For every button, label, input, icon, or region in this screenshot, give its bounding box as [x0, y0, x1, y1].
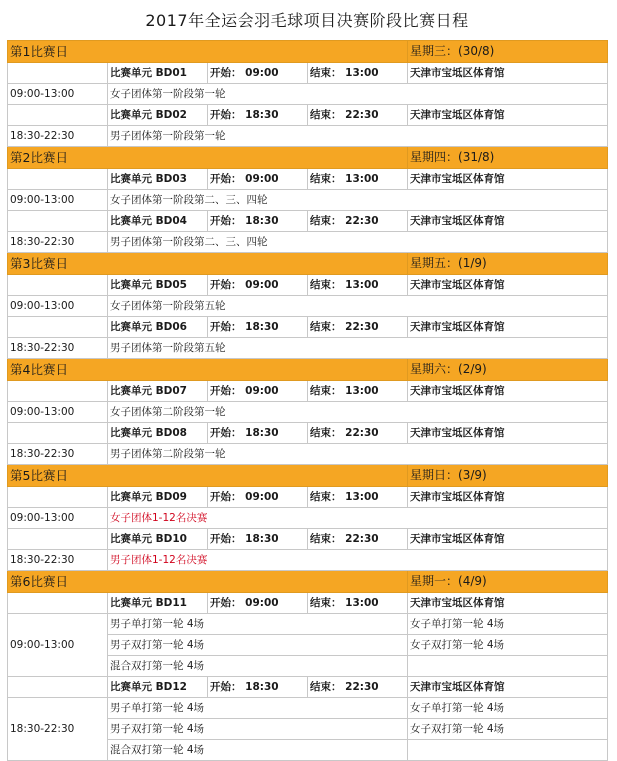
day-label: 第1比赛日: [8, 41, 408, 63]
start-time: 开始： 18:30: [208, 105, 308, 126]
event-row: [8, 84, 608, 105]
session-time: 18:30-22:30: [8, 444, 108, 465]
day-label: 第2比赛日: [8, 147, 408, 169]
session-row: [8, 317, 608, 338]
event-name: 男子单打第一轮 4场: [108, 614, 408, 635]
event-name: 混合双打第一轮 4场: [108, 740, 408, 761]
unit-code: 比赛单元 BD11: [108, 593, 208, 614]
session-time: 09:00-13:00: [8, 614, 108, 677]
unit-code: 比赛单元 BD04: [108, 211, 208, 232]
session-row: [8, 593, 608, 614]
start-time: 开始： 18:30: [208, 211, 308, 232]
start-time: 开始： 09:00: [208, 593, 308, 614]
session-time: 09:00-13:00: [8, 296, 108, 317]
event-row: [8, 402, 608, 423]
event-name: 女子团体1-12名决赛: [108, 508, 608, 529]
venue: 天津市宝坻区体育馆: [408, 317, 608, 338]
day-weekday: 星期三：(30/8): [408, 41, 608, 63]
event-row: [8, 698, 608, 719]
venue: 天津市宝坻区体育馆: [408, 423, 608, 444]
end-time: 结束： 13:00: [308, 487, 408, 508]
empty-cell: [8, 275, 108, 296]
event-name: 男子团体第一阶段第一轮: [108, 126, 608, 147]
session-row: [8, 105, 608, 126]
empty-cell: [8, 677, 108, 698]
session-time: 18:30-22:30: [8, 338, 108, 359]
start-time: 开始： 09:00: [208, 487, 308, 508]
session-row: [8, 63, 608, 84]
day-header-row: [8, 253, 608, 275]
event-row: [8, 232, 608, 253]
day-label: 第6比赛日: [8, 571, 408, 593]
venue: 天津市宝坻区体育馆: [408, 169, 608, 190]
session-row: [8, 529, 608, 550]
event-name: 男子团体第二阶段第一轮: [108, 444, 608, 465]
event-row: [8, 614, 608, 635]
day-header-row: [8, 41, 608, 63]
event-row: [8, 296, 608, 317]
unit-code: 比赛单元 BD02: [108, 105, 208, 126]
venue: 天津市宝坻区体育馆: [408, 63, 608, 84]
session-time: 18:30-22:30: [8, 232, 108, 253]
event-name: 男子双打第一轮 4场: [108, 635, 408, 656]
unit-code: 比赛单元 BD12: [108, 677, 208, 698]
day-label: 第4比赛日: [8, 359, 408, 381]
session-time: 18:30-22:30: [8, 550, 108, 571]
event-row: [8, 126, 608, 147]
day-weekday: 星期四：(31/8): [408, 147, 608, 169]
start-time: 开始： 18:30: [208, 317, 308, 338]
event-row: [8, 444, 608, 465]
venue: 天津市宝坻区体育馆: [408, 211, 608, 232]
empty-cell: [8, 529, 108, 550]
end-time: 结束： 13:00: [308, 275, 408, 296]
unit-code: 比赛单元 BD09: [108, 487, 208, 508]
event-name-right: [408, 656, 608, 677]
session-time: 09:00-13:00: [8, 84, 108, 105]
page-title: 2017年全运会羽毛球项目决赛阶段比赛日程: [145, 11, 469, 30]
session-row: [8, 275, 608, 296]
session-time: 09:00-13:00: [8, 190, 108, 211]
session-time: 09:00-13:00: [8, 402, 108, 423]
end-time: 结束： 22:30: [308, 317, 408, 338]
event-name-right: 女子单打第一轮 4场: [408, 698, 608, 719]
unit-code: 比赛单元 BD08: [108, 423, 208, 444]
event-name-right: 女子单打第一轮 4场: [408, 614, 608, 635]
session-row: [8, 487, 608, 508]
session-time: 18:30-22:30: [8, 126, 108, 147]
start-time: 开始： 18:30: [208, 423, 308, 444]
event-name: 混合双打第一轮 4场: [108, 656, 408, 677]
day-header-row: [8, 359, 608, 381]
day-label: 第3比赛日: [8, 253, 408, 275]
venue: 天津市宝坻区体育馆: [408, 275, 608, 296]
event-row: [8, 508, 608, 529]
event-name: 女子团体第一阶段第一轮: [108, 84, 608, 105]
event-name: 男子团体1-12名决赛: [108, 550, 608, 571]
start-time: 开始： 09:00: [208, 275, 308, 296]
session-row: [8, 211, 608, 232]
session-time: 09:00-13:00: [8, 508, 108, 529]
event-name-right: 女子双打第一轮 4场: [408, 635, 608, 656]
day-label: 第5比赛日: [8, 465, 408, 487]
day-header-row: [8, 465, 608, 487]
schedule-table: [7, 40, 608, 761]
venue: 天津市宝坻区体育馆: [408, 381, 608, 402]
event-row: [8, 550, 608, 571]
day-weekday: 星期六：(2/9): [408, 359, 608, 381]
end-time: 结束： 22:30: [308, 211, 408, 232]
end-time: 结束： 22:30: [308, 423, 408, 444]
event-name: 女子团体第一阶段第二、三、四轮: [108, 190, 608, 211]
day-weekday: 星期五：(1/9): [408, 253, 608, 275]
unit-code: 比赛单元 BD10: [108, 529, 208, 550]
end-time: 结束： 22:30: [308, 677, 408, 698]
empty-cell: [8, 169, 108, 190]
day-weekday: 星期日：(3/9): [408, 465, 608, 487]
session-row: [8, 169, 608, 190]
venue: 天津市宝坻区体育馆: [408, 677, 608, 698]
event-name-right: [408, 740, 608, 761]
day-header-row: [8, 571, 608, 593]
empty-cell: [8, 423, 108, 444]
event-row: [8, 338, 608, 359]
empty-cell: [8, 381, 108, 402]
session-row: [8, 677, 608, 698]
event-name: 男子单打第一轮 4场: [108, 698, 408, 719]
empty-cell: [8, 105, 108, 126]
start-time: 开始： 09:00: [208, 169, 308, 190]
start-time: 开始： 18:30: [208, 529, 308, 550]
event-name: 女子团体第二阶段第一轮: [108, 402, 608, 423]
session-row: [8, 381, 608, 402]
day-weekday: 星期一：(4/9): [408, 571, 608, 593]
event-name: 男子双打第一轮 4场: [108, 719, 408, 740]
end-time: 结束： 13:00: [308, 169, 408, 190]
empty-cell: [8, 317, 108, 338]
unit-code: 比赛单元 BD05: [108, 275, 208, 296]
end-time: 结束： 22:30: [308, 529, 408, 550]
event-row: [8, 190, 608, 211]
empty-cell: [8, 63, 108, 84]
unit-code: 比赛单元 BD03: [108, 169, 208, 190]
end-time: 结束： 13:00: [308, 381, 408, 402]
session-time: 18:30-22:30: [8, 698, 108, 761]
venue: 天津市宝坻区体育馆: [408, 105, 608, 126]
event-name-right: 女子双打第一轮 4场: [408, 719, 608, 740]
end-time: 结束： 13:00: [308, 593, 408, 614]
unit-code: 比赛单元 BD06: [108, 317, 208, 338]
event-name: 男子团体第一阶段第五轮: [108, 338, 608, 359]
empty-cell: [8, 211, 108, 232]
event-name: 女子团体第一阶段第五轮: [108, 296, 608, 317]
start-time: 开始： 09:00: [208, 63, 308, 84]
start-time: 开始： 18:30: [208, 677, 308, 698]
end-time: 结束： 22:30: [308, 105, 408, 126]
unit-code: 比赛单元 BD07: [108, 381, 208, 402]
session-row: [8, 423, 608, 444]
venue: 天津市宝坻区体育馆: [408, 593, 608, 614]
venue: 天津市宝坻区体育馆: [408, 487, 608, 508]
venue: 天津市宝坻区体育馆: [408, 529, 608, 550]
empty-cell: [8, 487, 108, 508]
unit-code: 比赛单元 BD01: [108, 63, 208, 84]
empty-cell: [8, 593, 108, 614]
event-name: 男子团体第一阶段第二、三、四轮: [108, 232, 608, 253]
start-time: 开始： 09:00: [208, 381, 308, 402]
day-header-row: [8, 147, 608, 169]
end-time: 结束： 13:00: [308, 63, 408, 84]
